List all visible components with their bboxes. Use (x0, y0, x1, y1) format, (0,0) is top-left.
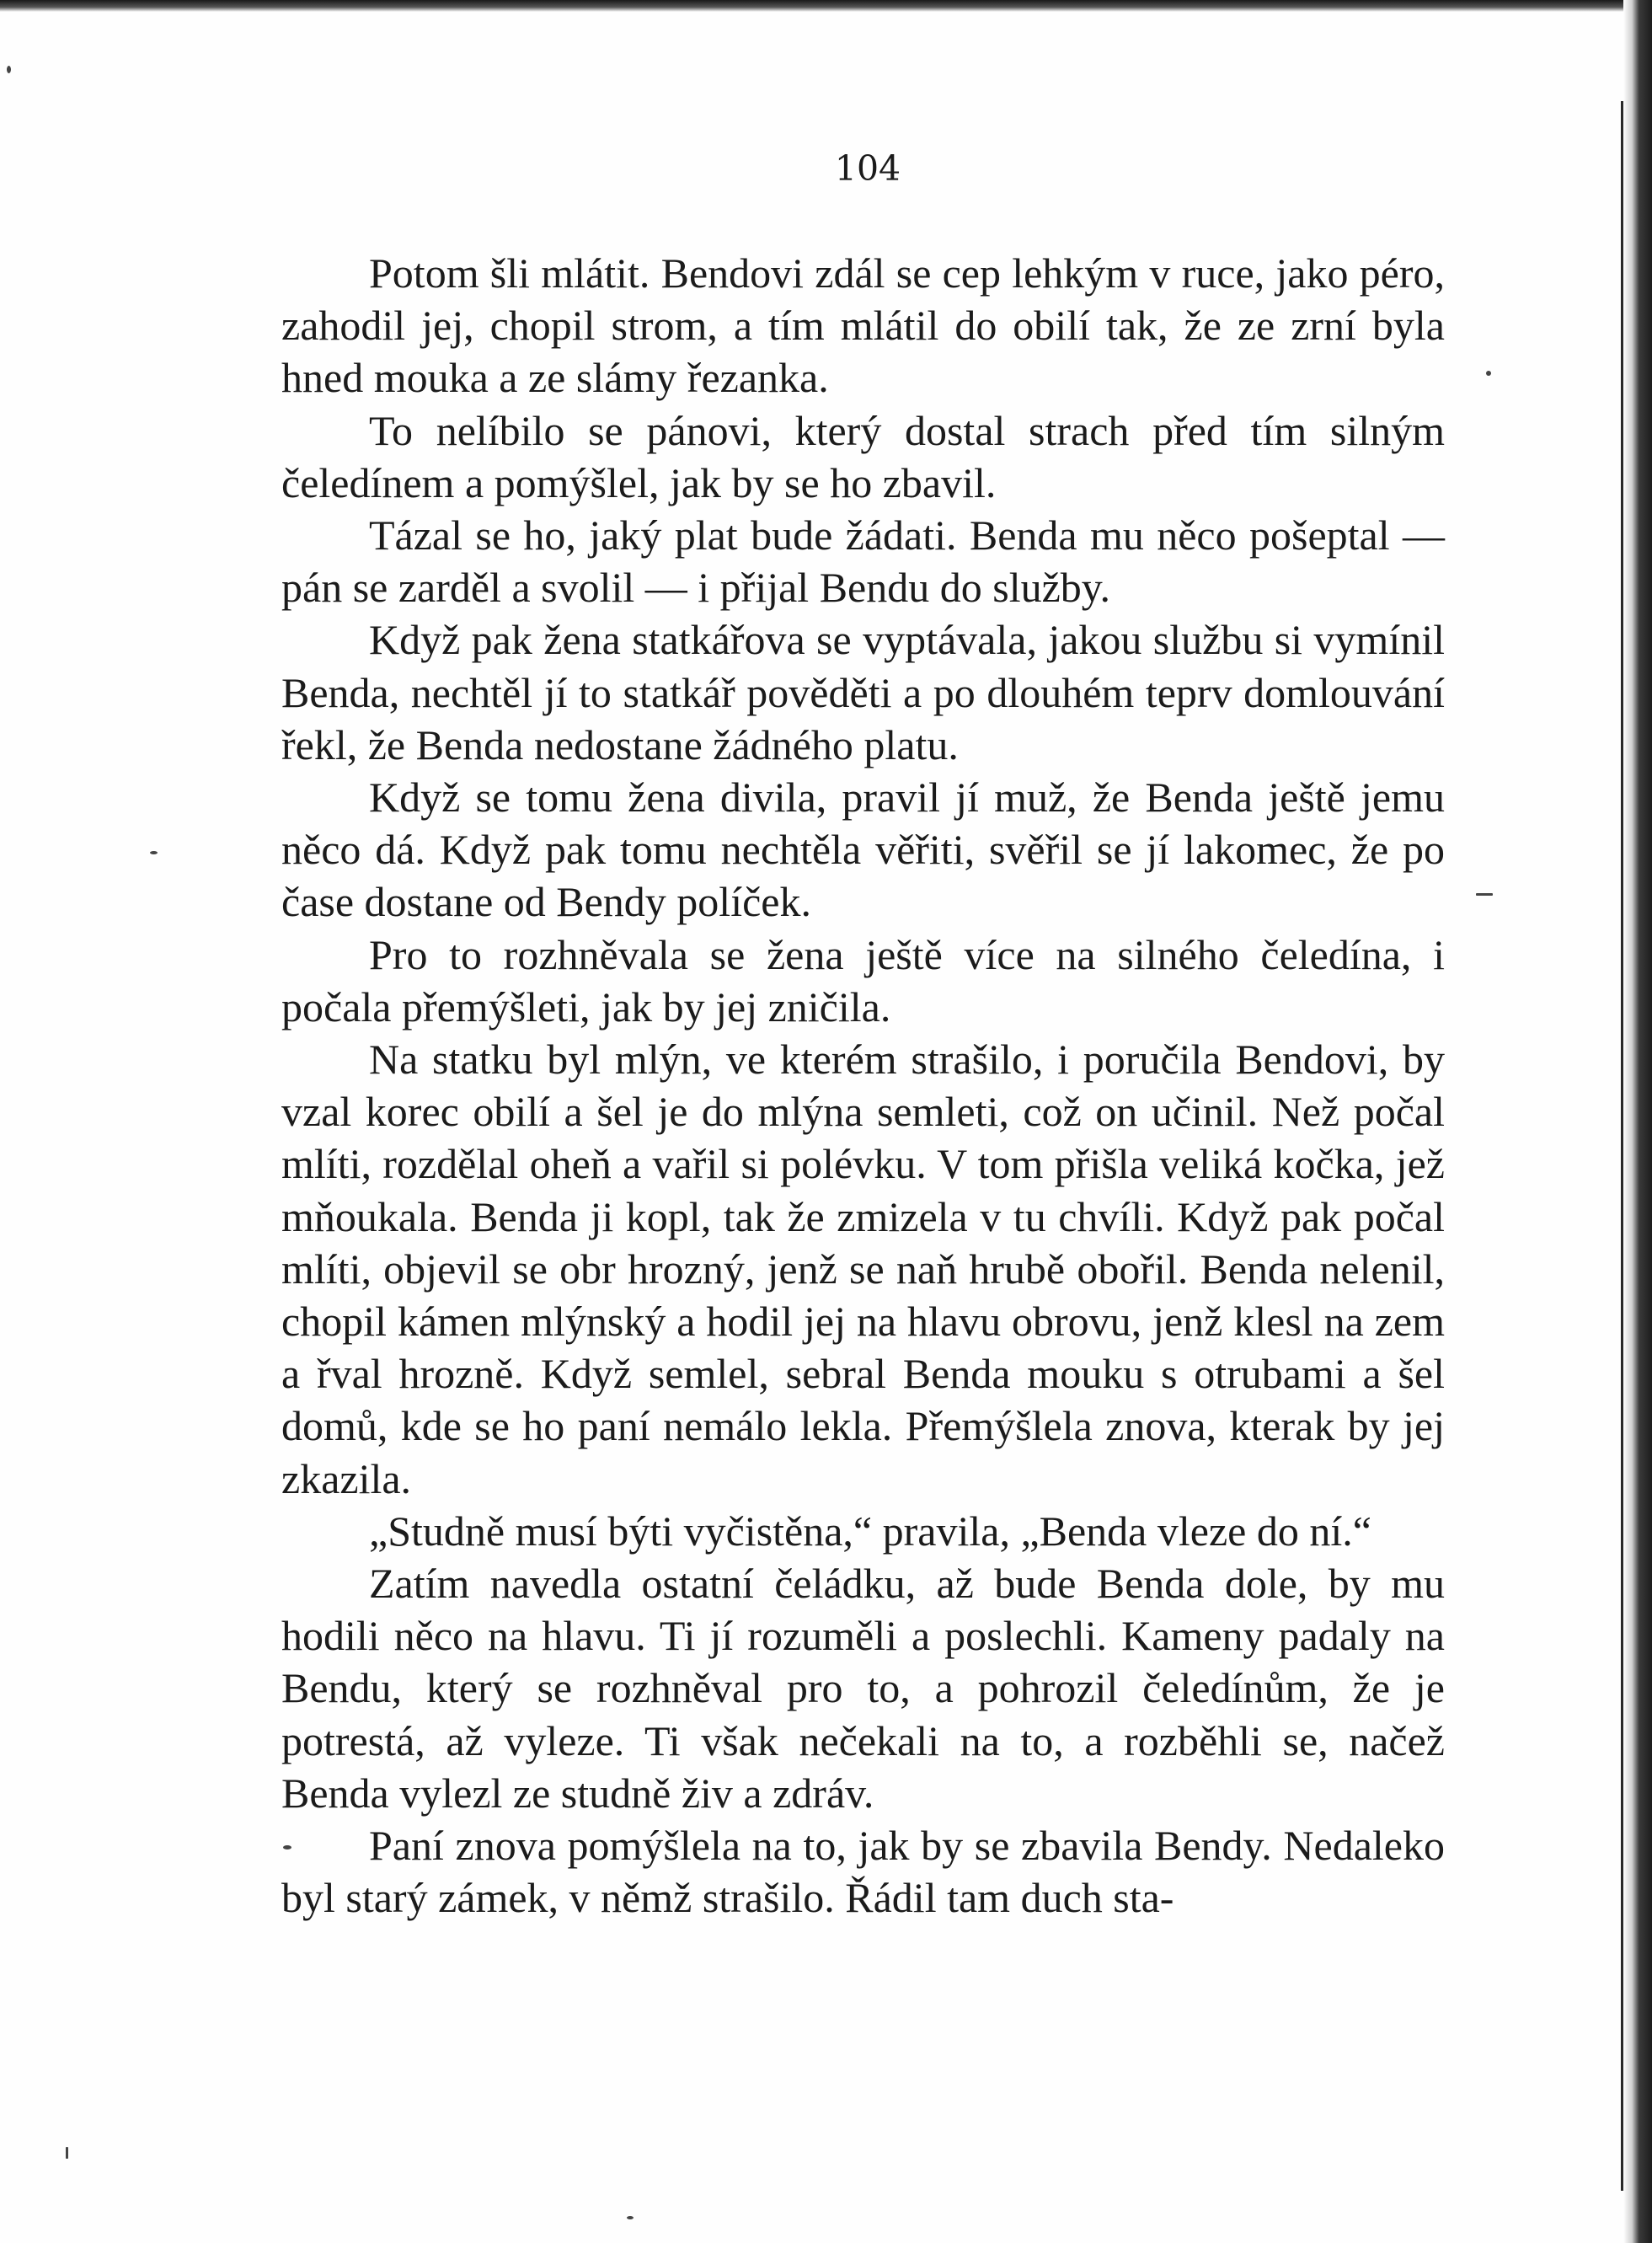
scan-speck (66, 2147, 68, 2159)
paragraph: Tázal se ho, jaký plat bude žádati. Benda mu něco pošeptal — pán se zarděl a svolil — i přijal Bendu do služby. (281, 511, 1445, 612)
scan-speck (1486, 371, 1491, 376)
paragraph: Na statku byl mlýn, ve kterém strašilo, i poručila Bendovi, by vzal korec obilí a šel je do mlýna semleti, což on učinil. Než počal mlíti, rozdělal oheň a vařil si polévku. V tom přišla veliká kočka, jež mňoukala. Benda ji kopl, tak že zmizela v tu chvíli. Když pak počal mlíti, objevil se obr hrozný, jenž se naň hrubě obořil. Benda nelenil, chopil kámen mlýnský a hodil jej na hlavu obrovu, jenž klesl na zem a řval hrozně. Když semlel, sebral Benda mouku s otrubami a šel domů, kde se ho paní nemálo lekla. Přemýšlela znova, kterak by jej zkazila. (281, 1036, 1445, 1502)
paragraph: Paní znova pomýšlela na to, jak by se zbavila Bendy. Nedaleko byl starý zámek, v němž strašilo. Řádil tam duch sta- (281, 1822, 1445, 1922)
paragraph: Když se tomu žena divila, pravil jí muž, že Benda ještě jemu něco dá. Když pak tomu nechtěla věřiti, svěřil se jí lakomec, že po čase dostane od Bendy políček. (281, 774, 1445, 926)
scan-speck (1476, 893, 1493, 896)
scan-speck (627, 2216, 634, 2219)
scan-speck (7, 66, 11, 73)
body-text (281, 247, 1445, 1924)
page-fold-line (1621, 101, 1623, 2191)
page-number: 104 (834, 148, 901, 189)
paragraph: „Studně musí býti vyčistěna,“ pravila, „Benda vleze do ní.“ (369, 1507, 1371, 1555)
scan-speck (150, 851, 158, 854)
scan-top-edge (0, 0, 1652, 12)
paragraph: Zatím navedla ostatní čeládku, až bude Benda dole, by mu hodili něco na hlavu. Ti jí rozuměli a poslechli. Kameny padaly na Bendu, který se rozhněval pro to, a pohrozil čeledínům, že je potrestá, až vyleze. Ti však nečekali na to, a rozběhli se, načež Benda vylezl ze studně živ a zdráv. (281, 1560, 1445, 1817)
paragraph: To nelíbilo se pánovi, který dostal strach před tím silným čeledínem a pomýšlel, jak by se ho zbavil. (281, 406, 1445, 506)
paragraph: Když pak žena statkářova se vyptávala, jakou službu si vymínil Benda, nechtěl jí to statkář pověděti a po dlouhém teprv domlouvání řekl, že Benda nedostane žádného platu. (281, 616, 1445, 768)
paragraph: Pro to rozhněvala se žena ještě více na silného čeledína, i počala přemýšleti, jak by jej zničila. (281, 930, 1445, 1030)
scan-right-edge (1623, 0, 1652, 2243)
paragraph: Potom šli mlátit. Bendovi zdál se cep lehkým v ruce, jako péro, zahodil jej, chopil strom, a tím mlátil do obilí tak, že ze zrní byla hned mouka a ze slámy řezanka. (281, 249, 1445, 402)
